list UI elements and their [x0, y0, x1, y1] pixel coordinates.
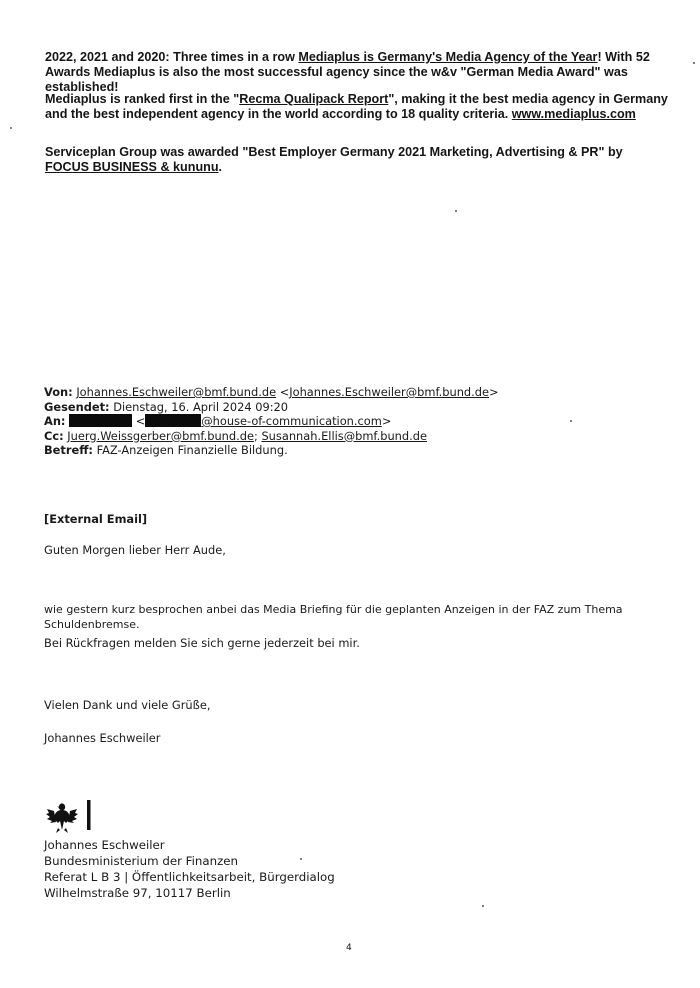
from-line: Von: Johannes.Eschweiler@bmf.bund.de <Johannes.Eschweiler@bmf.bund.de>	[44, 385, 499, 399]
mediaplus-url-link[interactable]: www.mediaplus.com	[511, 107, 636, 121]
signature-department: Referat L B 3 | Öffentlichkeitsarbeit, Bürgerdialog	[44, 870, 335, 884]
body-paragraph: Bei Rückfragen melden Sie sich gerne jederzeit bei mir.	[44, 636, 360, 650]
email-header	[44, 385, 684, 458]
subject-value: FAZ-Anzeigen Finanzielle Bildung.	[96, 443, 288, 457]
scan-speck	[300, 858, 302, 860]
promo-text: Serviceplan Group was awarded "Best Employer Germany 2021 Marketing, Advertising & PR" by	[45, 145, 623, 159]
scan-speck	[455, 210, 457, 212]
scan-speck	[10, 127, 12, 129]
promo-text: ! With 52 Awards Mediaplus is also the most successful agency since the w&v "German Media Award" was established!	[45, 50, 650, 94]
federal-eagle-logo-icon	[44, 797, 104, 837]
promo-text: .	[218, 160, 223, 174]
from-email-link[interactable]: Johannes.Eschweiler@bmf.bund.de	[76, 385, 277, 399]
promo-paragraph-recma	[45, 92, 670, 122]
cc-email-link[interactable]: Susannah.Ellis@bmf.bund.de	[261, 428, 427, 443]
sent-label: Gesendet:	[44, 399, 110, 414]
to-label: An:	[44, 414, 66, 428]
scan-speck	[482, 905, 484, 907]
cc-label: Cc:	[44, 428, 64, 443]
signature-name: Johannes Eschweiler	[44, 838, 165, 852]
from-email-bracket-link[interactable]: Johannes.Eschweiler@bmf.bund.de	[289, 385, 490, 399]
promo-text: 2022, 2021 and 2020: Three times in a row	[45, 50, 299, 64]
body-paragraph: wie gestern kurz besprochen anbei das Media Briefing für die geplanten Anzeigen in der FAZ zum Thema Schuldenbremse.	[44, 603, 623, 631]
redacted-email-user	[145, 414, 201, 427]
subject-line	[44, 443, 684, 458]
media-agency-link[interactable]: Mediaplus is Germany's Media Agency of the Year	[298, 50, 598, 64]
redacted-name	[69, 414, 132, 427]
scan-speck	[570, 420, 572, 422]
greeting: Guten Morgen lieber Herr Aude,	[44, 543, 226, 557]
promo-paragraph-awards	[45, 50, 670, 95]
promo-paragraph-employer	[45, 145, 670, 175]
page-number: 4	[346, 943, 352, 953]
to-line: An: < @house-of-communication.com>	[44, 414, 392, 428]
cc-email-link[interactable]: Juerg.Weissgerber@bmf.bund.de	[67, 428, 254, 443]
sent-line	[44, 400, 684, 415]
subject-label: Betreff:	[44, 443, 93, 457]
signature-address: Wilhelmstraße 97, 10117 Berlin	[44, 886, 231, 900]
signature-block	[44, 837, 684, 901]
to-email-domain[interactable]: @house-of-communication.com	[201, 414, 382, 428]
scan-speck	[693, 62, 695, 64]
signature-ministry: Bundesministerium der Finanzen	[44, 854, 238, 868]
sent-value: Dienstag, 16. April 2024 09:20	[113, 399, 289, 414]
from-label: Von:	[44, 385, 73, 399]
promo-text: ", making it the best media agency in Germany and the best independent agency in the world according to 18 quality criteria.	[45, 92, 668, 121]
cc-line: Cc: Juerg.Weissgerber@bmf.bund.de; Susannah.Ellis@bmf.bund.de	[44, 428, 427, 443]
closing: Vielen Dank und viele Grüße,	[44, 698, 211, 712]
promo-text: Mediaplus is ranked first in the "	[45, 92, 240, 106]
focus-business-link[interactable]: FOCUS BUSINESS & kununu	[45, 160, 219, 174]
external-email-tag: [External Email]	[44, 512, 148, 526]
sender-name: Johannes Eschweiler	[44, 731, 161, 745]
recma-report-link[interactable]: Recma Qualipack Report	[239, 92, 389, 106]
